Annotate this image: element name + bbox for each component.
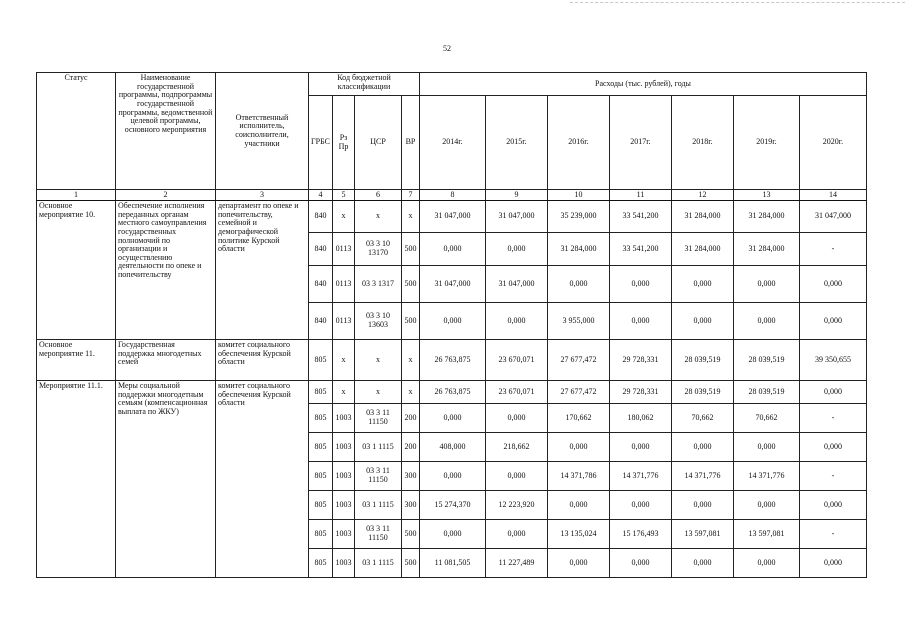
cell-rzpr: х [333,381,355,404]
cell-value: - [800,520,867,549]
cell-value: 31 284,000 [734,233,800,266]
cell-csr: 03 3 10 13603 [355,303,402,340]
cell-grbs: 805 [309,520,333,549]
cell-value: 70,662 [672,404,734,433]
cell-vr: 300 [402,491,420,520]
cell-value: 31 047,000 [486,266,548,303]
page-number: 52 [443,44,451,53]
cell-csr: х [355,201,402,233]
cell-csr: 03 1 1115 [355,433,402,462]
cell-value: 31 284,000 [672,201,734,233]
column-number: 4 [309,190,333,201]
cell-rzpr: 1003 [333,462,355,491]
cell-csr: х [355,381,402,404]
cell-vr: 500 [402,303,420,340]
row-executor: департамент по опеке и попечительству, семейной и демографической политике Курской области [216,201,309,340]
cell-value: 0,000 [672,433,734,462]
cell-value: 13 135,024 [548,520,610,549]
cell-value: 15 274,370 [420,491,486,520]
column-number: 6 [355,190,402,201]
cell-value: 0,000 [548,433,610,462]
cell-rzpr: 1003 [333,549,355,578]
cell-csr: 03 3 11 11150 [355,462,402,491]
cell-value: 14 371,776 [610,462,672,491]
cell-value: 29 728,331 [610,340,672,381]
cell-value: 26 763,875 [420,340,486,381]
cell-value: 0,000 [800,549,867,578]
cell-grbs: 840 [309,303,333,340]
cell-value: 0,000 [734,491,800,520]
row-program-name: Государственная поддержка многодетных семей [116,340,216,381]
cell-value: 14 371,776 [734,462,800,491]
cell-value: 31 284,000 [548,233,610,266]
cell-value: 31 047,000 [420,266,486,303]
header-program-name: Наименование государственной программы, подпрограммы государственной программы, ведомственной целевой программы, основного мероприятия [116,73,216,190]
cell-value: 0,000 [548,491,610,520]
cell-value: 13 597,081 [672,520,734,549]
cell-grbs: 805 [309,404,333,433]
cell-rzpr: 1003 [333,433,355,462]
cell-value: 0,000 [800,381,867,404]
cell-value: 27 677,472 [548,381,610,404]
header-year: 2018г. [672,96,734,190]
cell-value: 0,000 [800,433,867,462]
cell-vr: 500 [402,520,420,549]
cell-value: 0,000 [734,433,800,462]
cell-vr: х [402,201,420,233]
cell-rzpr: х [333,340,355,381]
row-status: Основное мероприятие 10. [37,201,116,340]
table-row [37,340,867,381]
cell-vr: 500 [402,233,420,266]
cell-value: 14 371,786 [548,462,610,491]
column-number: 1 [37,190,116,201]
cell-vr: х [402,340,420,381]
cell-value: 31 284,000 [672,233,734,266]
column-number: 8 [420,190,486,201]
cell-value: 29 728,331 [610,381,672,404]
cell-grbs: 805 [309,381,333,404]
cell-value: 0,000 [610,303,672,340]
cell-csr: 03 1 1115 [355,549,402,578]
cell-value: 0,000 [420,462,486,491]
cell-value: 11 227,489 [486,549,548,578]
cell-value: 33 541,200 [610,233,672,266]
cell-value: 15 176,493 [610,520,672,549]
cell-value: 39 350,655 [800,340,867,381]
table-row [37,201,867,233]
cell-value: 0,000 [610,266,672,303]
header-grbs: ГРБС [309,96,333,190]
cell-rzpr: 1003 [333,491,355,520]
cell-value: 0,000 [734,549,800,578]
cell-rzpr: х [333,201,355,233]
cell-value: 0,000 [486,404,548,433]
cell-value: 0,000 [486,233,548,266]
cell-value: 0,000 [420,303,486,340]
cell-value: 0,000 [800,266,867,303]
cell-value: 13 597,081 [734,520,800,549]
header-status: Статус [37,73,116,190]
cell-value: 28 039,519 [734,340,800,381]
row-executor: комитет социального обеспечения Курской области [216,340,309,381]
column-number: 2 [116,190,216,201]
cell-value: 218,662 [486,433,548,462]
cell-value: 0,000 [800,303,867,340]
header-vr: ВР [402,96,420,190]
row-status: Мероприятие 11.1. [37,381,116,578]
cell-value: 0,000 [672,491,734,520]
cell-value: 33 541,200 [610,201,672,233]
row-executor: комитет социального обеспечения Курской области [216,381,309,578]
cell-value: 0,000 [486,520,548,549]
header-year: 2020г. [800,96,867,190]
cell-csr: х [355,340,402,381]
cell-grbs: 840 [309,233,333,266]
cell-value: 31 047,000 [420,201,486,233]
cell-value: 0,000 [420,233,486,266]
cell-value: 14 371,776 [672,462,734,491]
cell-grbs: 805 [309,462,333,491]
header-expenses: Расходы (тыс. рублей), годы [420,73,867,96]
budget-table [36,72,867,578]
header-year: 2017г. [610,96,672,190]
cell-rzpr: 0113 [333,233,355,266]
cell-value: 26 763,875 [420,381,486,404]
cell-value: 3 955,000 [548,303,610,340]
cell-value: 35 239,000 [548,201,610,233]
cell-value: 31 047,000 [800,201,867,233]
cell-value: 0,000 [800,491,867,520]
cell-value: 408,000 [420,433,486,462]
cell-value: - [800,233,867,266]
cell-rzpr: 1003 [333,404,355,433]
cell-value: 0,000 [672,303,734,340]
cell-value: 11 081,505 [420,549,486,578]
column-number-row [37,190,867,201]
cell-value: 0,000 [548,549,610,578]
column-number: 7 [402,190,420,201]
cell-value: 28 039,519 [672,381,734,404]
header-budget-code: Код бюджетной классификации [309,73,420,96]
cell-csr: 03 1 1115 [355,491,402,520]
cell-value: 0,000 [548,266,610,303]
cell-grbs: 840 [309,266,333,303]
cell-vr: 200 [402,433,420,462]
cell-grbs: 805 [309,491,333,520]
cell-value: 170,662 [548,404,610,433]
column-number: 13 [734,190,800,201]
cell-csr: 03 3 10 13170 [355,233,402,266]
cell-value: 31 284,000 [734,201,800,233]
cell-value: 180,062 [610,404,672,433]
cell-value: - [800,404,867,433]
top-dashed-rule [570,2,905,3]
cell-grbs: 805 [309,340,333,381]
cell-value: 31 047,000 [486,201,548,233]
cell-value: 0,000 [734,266,800,303]
column-number: 10 [548,190,610,201]
cell-grbs: 805 [309,549,333,578]
cell-value: 28 039,519 [672,340,734,381]
header-csr: ЦСР [355,96,402,190]
cell-value: 70,662 [734,404,800,433]
cell-grbs: 805 [309,433,333,462]
column-number: 5 [333,190,355,201]
header-year: 2015г. [486,96,548,190]
header-year: 2016г. [548,96,610,190]
cell-csr: 03 3 11 11150 [355,520,402,549]
table-row [37,381,867,404]
cell-vr: 500 [402,266,420,303]
row-status: Основное мероприятие 11. [37,340,116,381]
cell-value: - [800,462,867,491]
header-year: 2014г. [420,96,486,190]
cell-value: 23 670,071 [486,381,548,404]
column-number: 11 [610,190,672,201]
cell-csr: 03 3 1317 [355,266,402,303]
cell-value: 0,000 [420,404,486,433]
row-program-name: Обеспечение исполнения переданных органам местного самоуправления государственных полномочий по организации и осуществлению деятельности по опеке и попечительству [116,201,216,340]
cell-value: 27 677,472 [548,340,610,381]
row-program-name: Меры социальной поддержки многодетным семьям (компенсационная выплата по ЖКУ) [116,381,216,578]
cell-rzpr: 0113 [333,303,355,340]
cell-value: 0,000 [486,303,548,340]
cell-vr: 200 [402,404,420,433]
cell-value: 0,000 [734,303,800,340]
cell-rzpr: 1003 [333,520,355,549]
cell-vr: 500 [402,549,420,578]
cell-value: 0,000 [610,491,672,520]
header-executor: Ответственный исполнитель, соисполнители, участники [216,73,309,190]
column-number: 9 [486,190,548,201]
cell-value: 23 670,071 [486,340,548,381]
cell-value: 28 039,519 [734,381,800,404]
cell-value: 0,000 [610,433,672,462]
cell-vr: 300 [402,462,420,491]
cell-value: 12 223,920 [486,491,548,520]
cell-csr: 03 3 11 11150 [355,404,402,433]
cell-rzpr: 0113 [333,266,355,303]
cell-value: 0,000 [486,462,548,491]
cell-vr: х [402,381,420,404]
header-rzpr: Рз Пр [333,96,355,190]
cell-grbs: 840 [309,201,333,233]
column-number: 3 [216,190,309,201]
cell-value: 0,000 [420,520,486,549]
cell-value: 0,000 [610,549,672,578]
column-number: 14 [800,190,867,201]
cell-value: 0,000 [672,266,734,303]
header-year: 2019г. [734,96,800,190]
cell-value: 0,000 [672,549,734,578]
column-number: 12 [672,190,734,201]
